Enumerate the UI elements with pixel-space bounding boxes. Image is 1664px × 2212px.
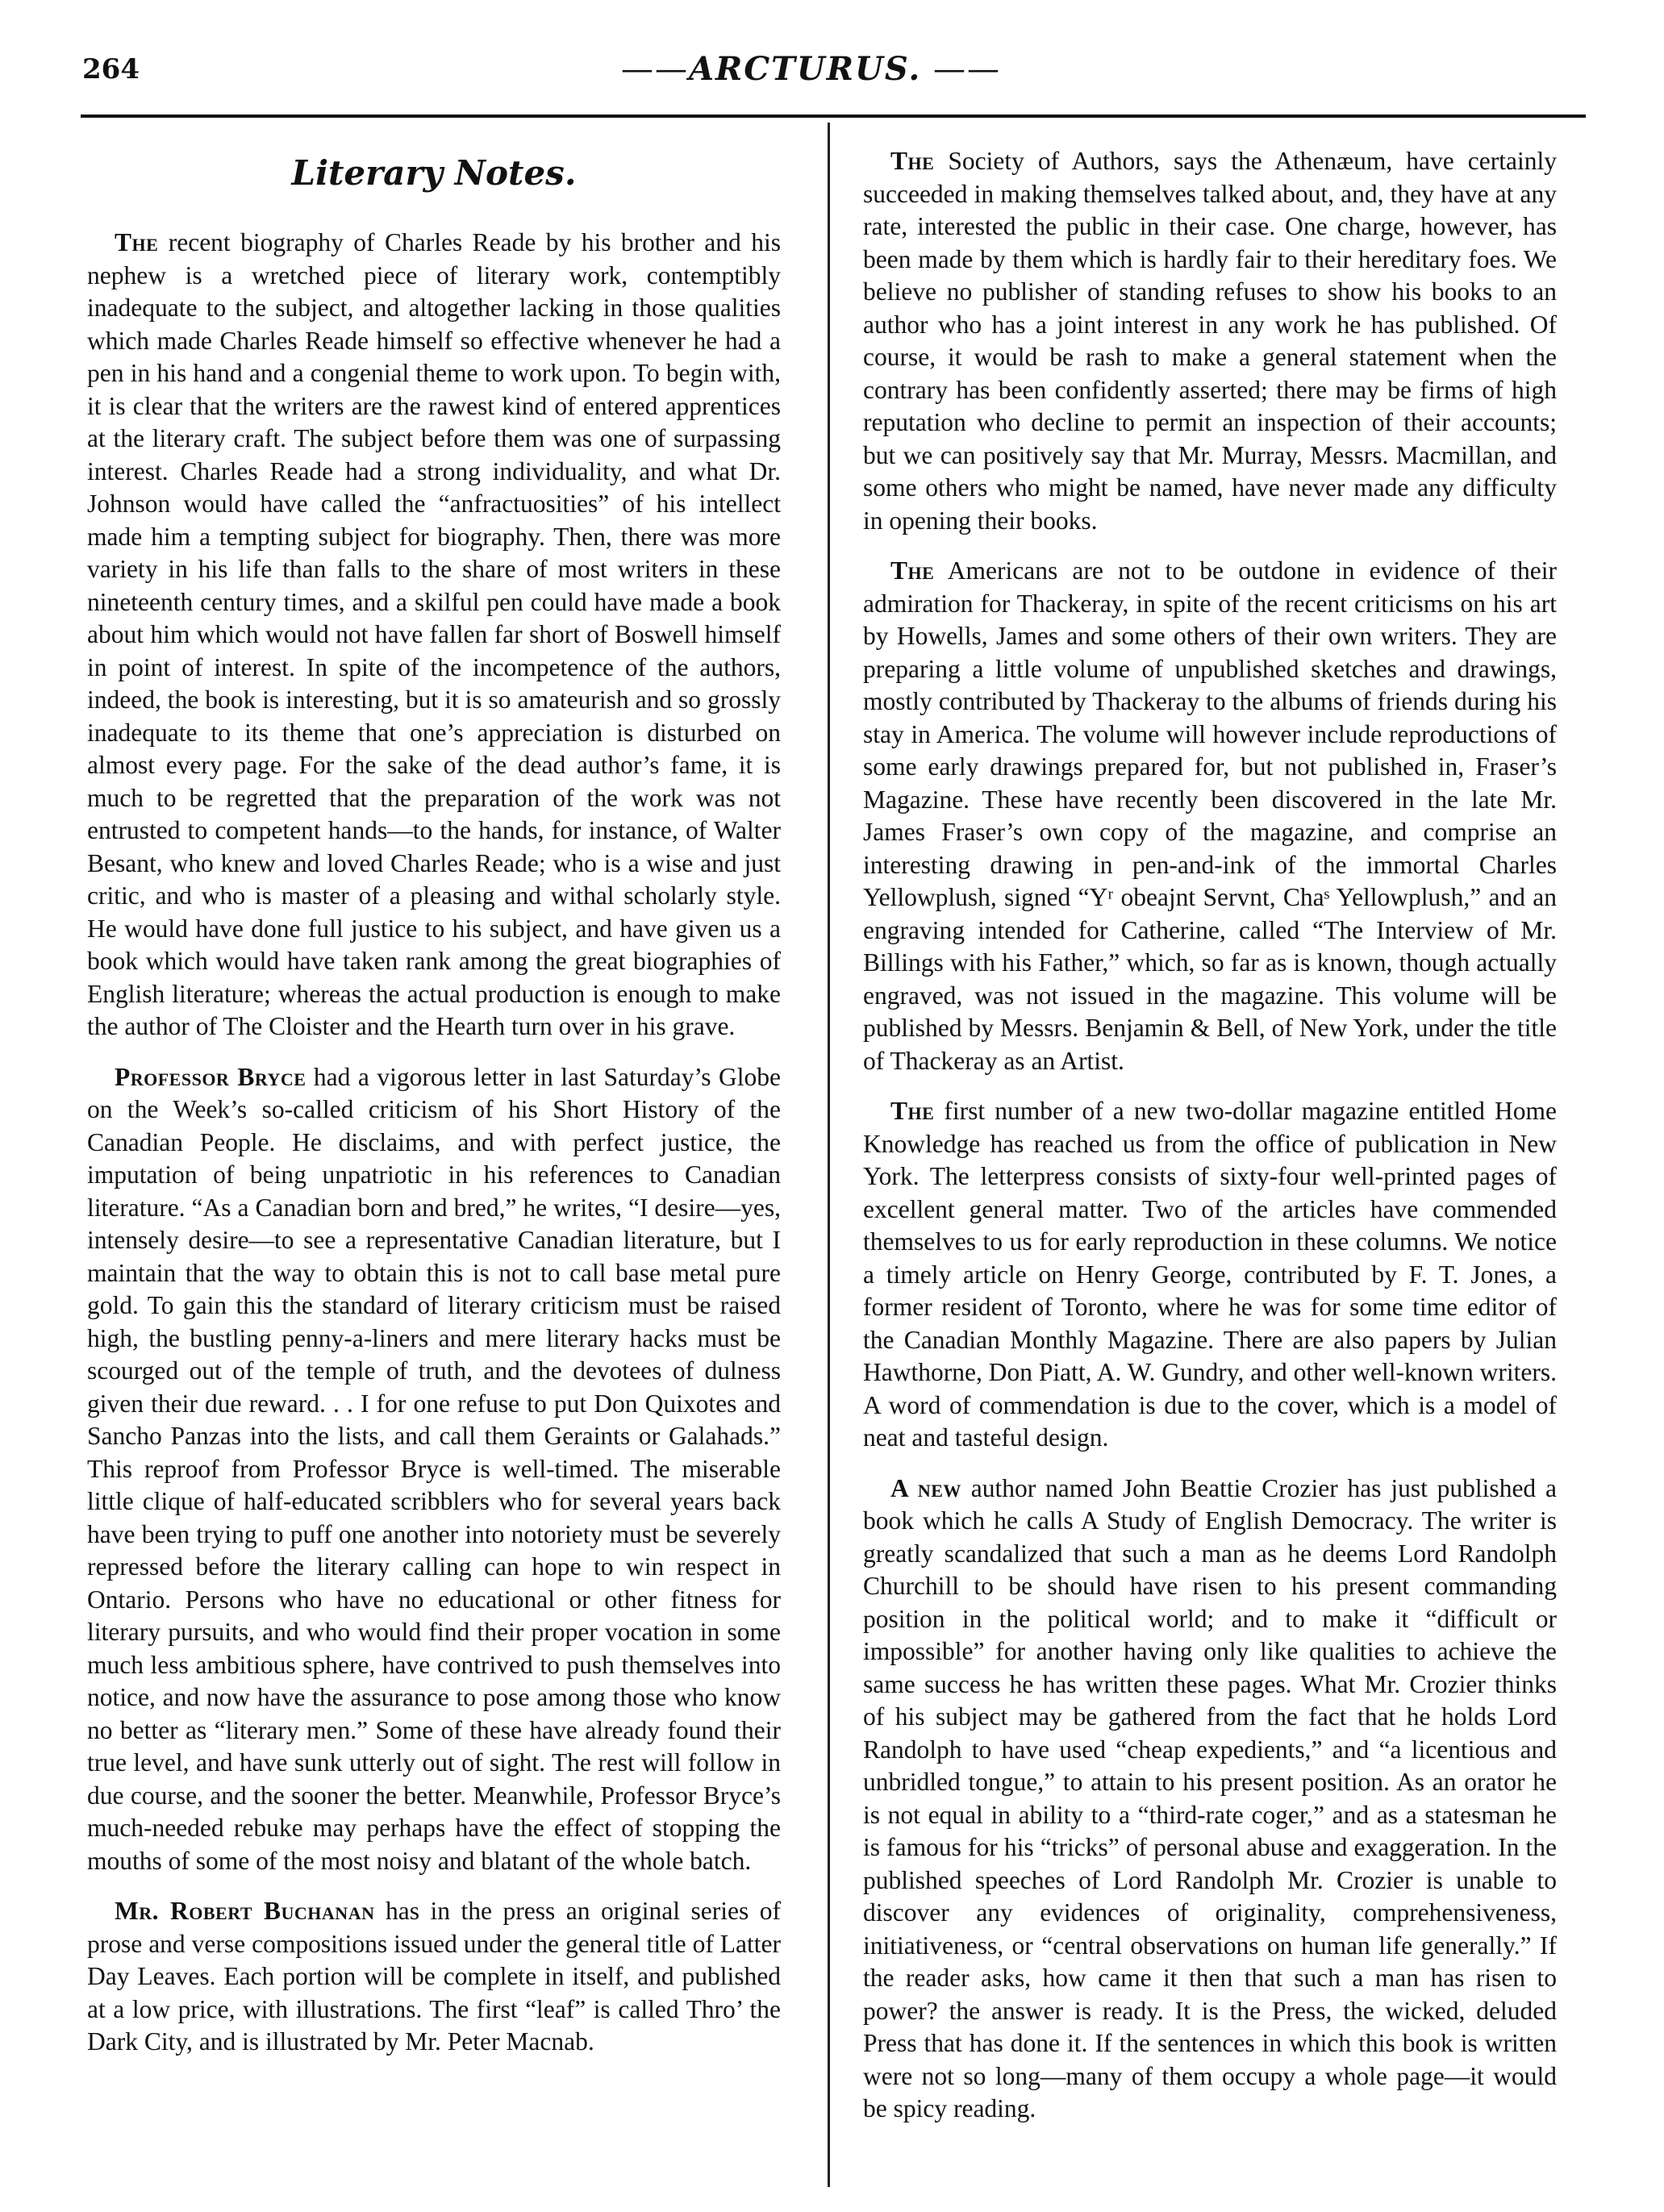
paragraph-text: first number of a new two-dollar magazine entitled Home Knowledge has reached us from the office of publication in New York. The letterpress consists of sixty-four well-printed pages of excellent general matter. Two of the articles have commended themselves to us for early reproduction in these columns. We notice a timely article on Henry George, contributed by F. T. Jones, a former resident of Toronto, where he was for some time editor of the Canadian Monthly Magazine. There are also papers by Julian Hawthorne, Don Piatt, A. W. Gundry, and other well-known writers. A word of commendation is due to the cover, which is a model of neat and tasteful design. (863, 1097, 1557, 1452)
paragraph-crozier (863, 1473, 1557, 2126)
column-divider (828, 123, 830, 2187)
paragraph-reade-biography (87, 227, 781, 1044)
paragraph-text: Americans are not to be outdone in evidence of their admiration for Thackeray, in spite of the recent criticisms on his art by Howells, James and some others of their own writers. They are preparing a little volume of unpublished sketches and drawings, mostly contributed by Thackeray to the albums of friends during his stay in America. The volume will however include reproductions of some early drawings prepared for, but not published in, Fraser’s Magazine. These have recently been discovered in the late Mr. James Fraser’s own copy of the magazine, and comprise an interesting drawing in pen-and-ink of the immortal Charles Yellowplush, signed “Yʳ obeajnt Servnt, Chaˢ Yellowplush,” and an engraving intended for Catherine, called “The Interview of Mr. Billings with his Father,” which, so far as is known, though actually engraved, was not issued in the magazine. This volume will be published by Messrs. Benjamin & Bell, of New York, under the title of Thackeray as an Artist. (863, 556, 1557, 1075)
page-header (0, 0, 1664, 113)
running-head: ——ARCTURUS. —— (621, 50, 1001, 88)
paragraph-text: has in the press an original series of prose and verse compositions issued under the general title of Latter Day Leaves. Each portion will be complete in itself, and published at a low price, with illustrations. The first “leaf” is called Thro’ the Dark City, and is illustrated by Mr. Peter Macnab. (87, 1897, 781, 2056)
paragraph-lead: The (890, 1097, 935, 1125)
header-rule (81, 115, 1586, 118)
paragraph-society-of-authors (863, 145, 1557, 537)
paragraph-lead: The (890, 556, 935, 585)
paragraph-thackeray (863, 555, 1557, 1077)
paragraph-lead: The (115, 228, 159, 256)
paragraph-professor-bryce (87, 1061, 781, 1878)
paragraph-text: had a vigorous letter in last Saturday’s Globe on the Week’s so-called criticism of his Short History of the Canadian People. He disclaims, and with perfect justice, the imputation of being unpatriotic in his references to Canadian literature. “As a Canadian born and bred,” he writes, “I desire—yes, intensely desire—to see a representative Canadian literature, but I maintain that the way to obtain this is not to call base metal pure gold. To gain this the standard of literary criticism must be raised high, the bustling penny-a-liners and mere literary hacks must be scourged out of the temple of truth, and the devotees of dulness given their due reward. . . I for one refuse to put Don Quixotes and Sancho Panzas into the lists, and call them Geraints or Galahads.” This reproof from Professor Bryce is well-timed. The miserable little clique of half-educated scribblers who for several years back have been trying to puff one another into notoriety must be severely repressed before the literary calling can hope to win respect in Ontario. Persons who have no educational or other fitness for literary pursuits, and who would find their proper vocation in some much less ambitious sphere, have contrived to push themselves into notice, and now have the assurance to pose among those who know no better as “literary men.” Some of these have already found their true level, and have sunk utterly out of sight. The rest will follow in due course, and the sooner the better. Meanwhile, Professor Bryce’s much-needed rebuke may perhaps have the effect of stopping the mouths of some of the most noisy and blatant of the whole batch. (87, 1062, 781, 1875)
page-number: 264 (82, 53, 140, 85)
paragraph-text: Society of Authors, says the Athenæum, have certainly succeeded in making themselves talked about, and, they have at any rate, interested the public in their case. One charge, however, has been made by them which is hardly fair to their hereditary foes. We believe no publisher of standing refuses to show his books to an author who has a joint interest in any work he has published. Of course, it would be rash to make a general statement when the contrary has been confidently asserted; there may be firms of high reputation who decline to permit an inspection of their accounts; but we can positively say that Mr. Murray, Messrs. Macmillan, and some others who might be named, have never made any difficulty in opening their books. (863, 147, 1557, 535)
paragraph-text: recent biography of Charles Reade by his brother and his nephew is a wretched piece of literary work, contemptibly inadequate to the subject, and altogether lacking in those qualities which made Charles Reade himself so effective whenever he had a pen in his hand and a congenial theme to work upon. To begin with, it is clear that the writers are the rawest kind of entered apprentices at the literary craft. The subject before them was one of surpassing interest. Charles Reade had a strong individuality, and what Dr. Johnson would have called the “anfractuosities” of his intellect made him a tempting subject for biography. Then, there was more variety in his life than falls to the share of most writers in these nineteenth century times, and a skilful pen could have made a book about him which would not have fallen far short of Boswell himself in point of interest. In spite of the incompetence of the authors, indeed, the book is interesting, but it is so amateurish and so grossly inadequate to its theme that one’s appreciation is disturbed on almost every page. For the sake of the dead author’s fame, it is much to be regretted that the preparation of the work was not entrusted to competent hands—to the hands, for instance, of Walter Besant, who knew and loved Charles Reade; who is a wise and just critic, and who is master of a pleasing and withal scholarly style. He would have done full justice to his subject, and have given us a book which would have taken rank among the great biographies of English literature; whereas the actual production is enough to make the author of The Cloister and the Hearth turn over in his grave. (87, 228, 781, 1040)
paragraph-lead: A new (890, 1473, 961, 1502)
paragraph-text: author named John Beattie Crozier has just published a book which he calls A Study of English Democracy. The writer is greatly scandalized that such a man as he deems Lord Randolph Churchill to be should have risen to his present commanding position in the political world; and to make it “difficult or impossible” for another having only like qualities to achieve the same success he has written these pages. What Mr. Crozier thinks of his subject may be gathered from the fact that he holds Lord Randolph to have used “cheap expedients,” and “a licentious and unbridled tongue,” to attain to his present position. As an orator he is not equal in ability to a “third-rate coger,” and as a statesman he is famous for his “tricks” of personal abuse and exaggeration. In the published speeches of Lord Randolph Mr. Crozier is unable to discover any evidences of originality, comprehensiveness, initiativeness, or “central observations on human life generally.” If the reader asks, how came it then that such a man has risen to power? the answer is ready. It is the Press, the wicked, deluded Press that has done it. If the sentences in which this book is written were not so long—many of them occupy a whole page—it would be spicy reading. (863, 1473, 1557, 2122)
paragraph-home-knowledge (863, 1095, 1557, 1455)
section-title: Literary Notes. (291, 153, 577, 193)
right-column (863, 145, 1557, 2143)
paragraph-lead: The (890, 147, 935, 175)
left-column (87, 145, 781, 2077)
paragraph-lead: Professor Bryce (115, 1062, 307, 1091)
paragraph-lead: Mr. Robert Buchanan (115, 1897, 375, 1925)
running-head-title: ARCTURUS. (689, 50, 922, 88)
paragraph-robert-buchanan (87, 1895, 781, 2059)
